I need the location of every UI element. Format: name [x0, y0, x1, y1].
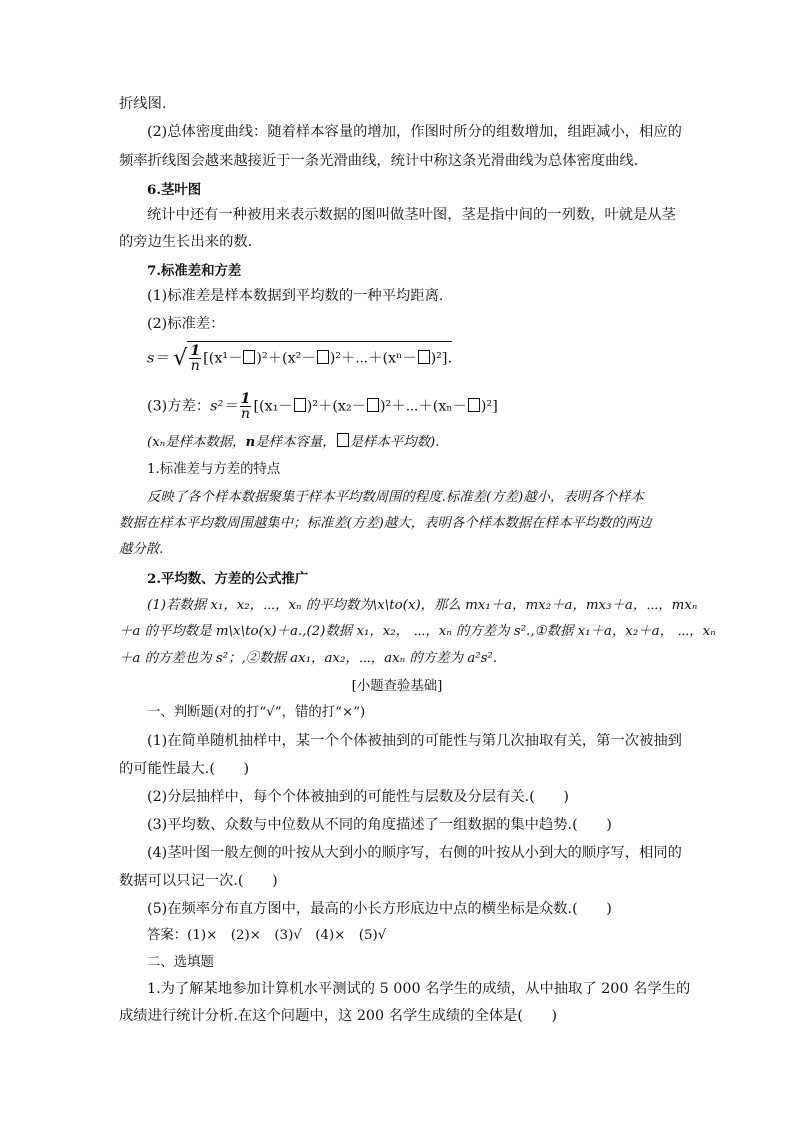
text-line: 反映了各个样本数据聚集于样本平均数周围的程度.标准差(方差)越小，表明各个样本	[147, 490, 644, 505]
variance-formula	[147, 392, 498, 426]
text-line: ＋a 的方差也为 s²；,②数据 ax₁，ax₂，⋯，axₙ 的方差为 a²s².	[119, 651, 498, 666]
text-line: (1)标准差是样本数据到平均数的一种平均距离.	[147, 288, 444, 304]
formula-part: )²＋⋯＋(xⁿ－	[329, 350, 417, 367]
formula-label: (3)方差：	[147, 398, 211, 415]
formula-part: )²＋⋯＋(xₙ－	[380, 398, 467, 415]
question-text: (2)分层抽样中，每个个体被抽到的可能性与层数及分层有关.( )	[147, 789, 569, 805]
formula-part: [(x₁－	[253, 398, 293, 415]
question-text: (5)在频率分布直方图中，最高的小长方形底边中点的横坐标是众数.( )	[147, 901, 612, 917]
xbar-placeholder-icon	[294, 398, 306, 412]
text-line: ＋a 的平均数是 m\x\to(x)＋a.,(2)数据 x₁，x₂， ⋯，xₙ 的方差为 s².,①数据 x₁＋a，x₂＋a， ⋯，xₙ	[119, 624, 716, 639]
subsection-title: [小题查验基础]	[351, 679, 443, 694]
sqrt-symbol: √	[173, 345, 188, 371]
formula-part: [(x¹－	[203, 350, 243, 367]
fraction-numerator: 1	[240, 391, 251, 407]
formula-part: )²]	[480, 398, 498, 415]
question-text: (3)平均数、众数与中位数从不同的角度描述了一组数据的集中趋势.( )	[147, 817, 612, 833]
xbar-placeholder-icon	[367, 398, 379, 412]
text-span: 是样本容量，	[255, 435, 336, 450]
question-text: 数据可以只记一次.( )	[119, 873, 278, 889]
text-line: 的旁边生长出来的数.	[119, 234, 253, 250]
section-heading: 二、选填题	[147, 955, 214, 970]
answer-text: 答案：(1)× (2)× (3)√ (4)× (5)√	[147, 928, 387, 943]
formula-part: )²＋(x₂－	[306, 398, 367, 415]
text-line: (2)总体密度曲线：随着样本容量的增加，作图时所分的组数增加，组距减小，相应的	[147, 124, 682, 140]
question-text: (4)茎叶图一般左侧的叶按从大到小的顺序写，右侧的叶按从小到大的顺序写，相同的	[147, 845, 682, 861]
text-line: 折线图.	[119, 96, 167, 112]
std-formula	[147, 341, 452, 377]
question-text: (1)在简单随机抽样中，某一个个体被抽到的可能性与第几次抽取有关，第一次被抽到	[147, 733, 682, 749]
formula-s2: s²＝	[210, 398, 238, 415]
text-span: (xₙ是样本数据，	[147, 435, 246, 450]
xbar-placeholder-icon	[317, 350, 329, 364]
formula-s: s＝	[147, 350, 169, 367]
question-text: 1.为了解某地参加计算机水平测试的 5 000 名学生的成绩，从中抽取了 200 名学生的	[147, 981, 691, 997]
section-heading: 2.平均数、方差的公式推广	[147, 571, 309, 587]
text-line: 统计中还有一种被用来表示数据的图叫做茎叶图，茎是指中间的一列数，叶就是从茎	[147, 207, 676, 223]
formula-part: )²].	[430, 350, 453, 367]
section-heading: 7.标准差和方差	[147, 263, 242, 279]
text-line	[147, 432, 439, 453]
text-line: (1)若数据 x₁，x₂，⋯，xₙ 的平均数为\x\to(x)，那么 mx₁＋a，mx₂＋a，mx₃＋a，⋯，mxₙ	[147, 598, 698, 613]
formula-part: )²＋(x²－	[256, 350, 316, 367]
text-span: n	[245, 434, 256, 450]
text-line: 越分散.	[119, 542, 164, 557]
fraction-denominator: n	[190, 358, 200, 374]
xbar-placeholder-icon	[243, 350, 255, 364]
section-heading: 1.标准差与方差的特点	[147, 462, 281, 477]
section-heading: 一、判断题(对的打“√”，错的打“×”)	[147, 705, 366, 720]
text-line: (2)标准差：	[147, 316, 225, 332]
xbar-placeholder-icon	[468, 398, 480, 412]
fraction-denominator: n	[240, 406, 251, 422]
question-text: 成绩进行统计分析.在这个问题中，这 200 名学生成绩的全体是( )	[119, 1008, 558, 1024]
xbar-placeholder-icon	[418, 350, 430, 364]
text-span: 是样本平均数).	[349, 435, 440, 450]
text-line: 频率折线图会越来越接近于一条光滑曲线，统计中称这条光滑曲线为总体密度曲线.	[119, 153, 639, 169]
section-heading: 6.茎叶图	[147, 182, 202, 198]
fraction-numerator: 1	[190, 343, 201, 359]
question-text: 的可能性最大.( )	[119, 761, 250, 777]
xbar-placeholder-icon	[337, 433, 349, 447]
text-line: 数据在样本平均数周围越集中；标准差(方差)越大，表明各个样本数据在样本平均数的两边	[119, 516, 652, 531]
